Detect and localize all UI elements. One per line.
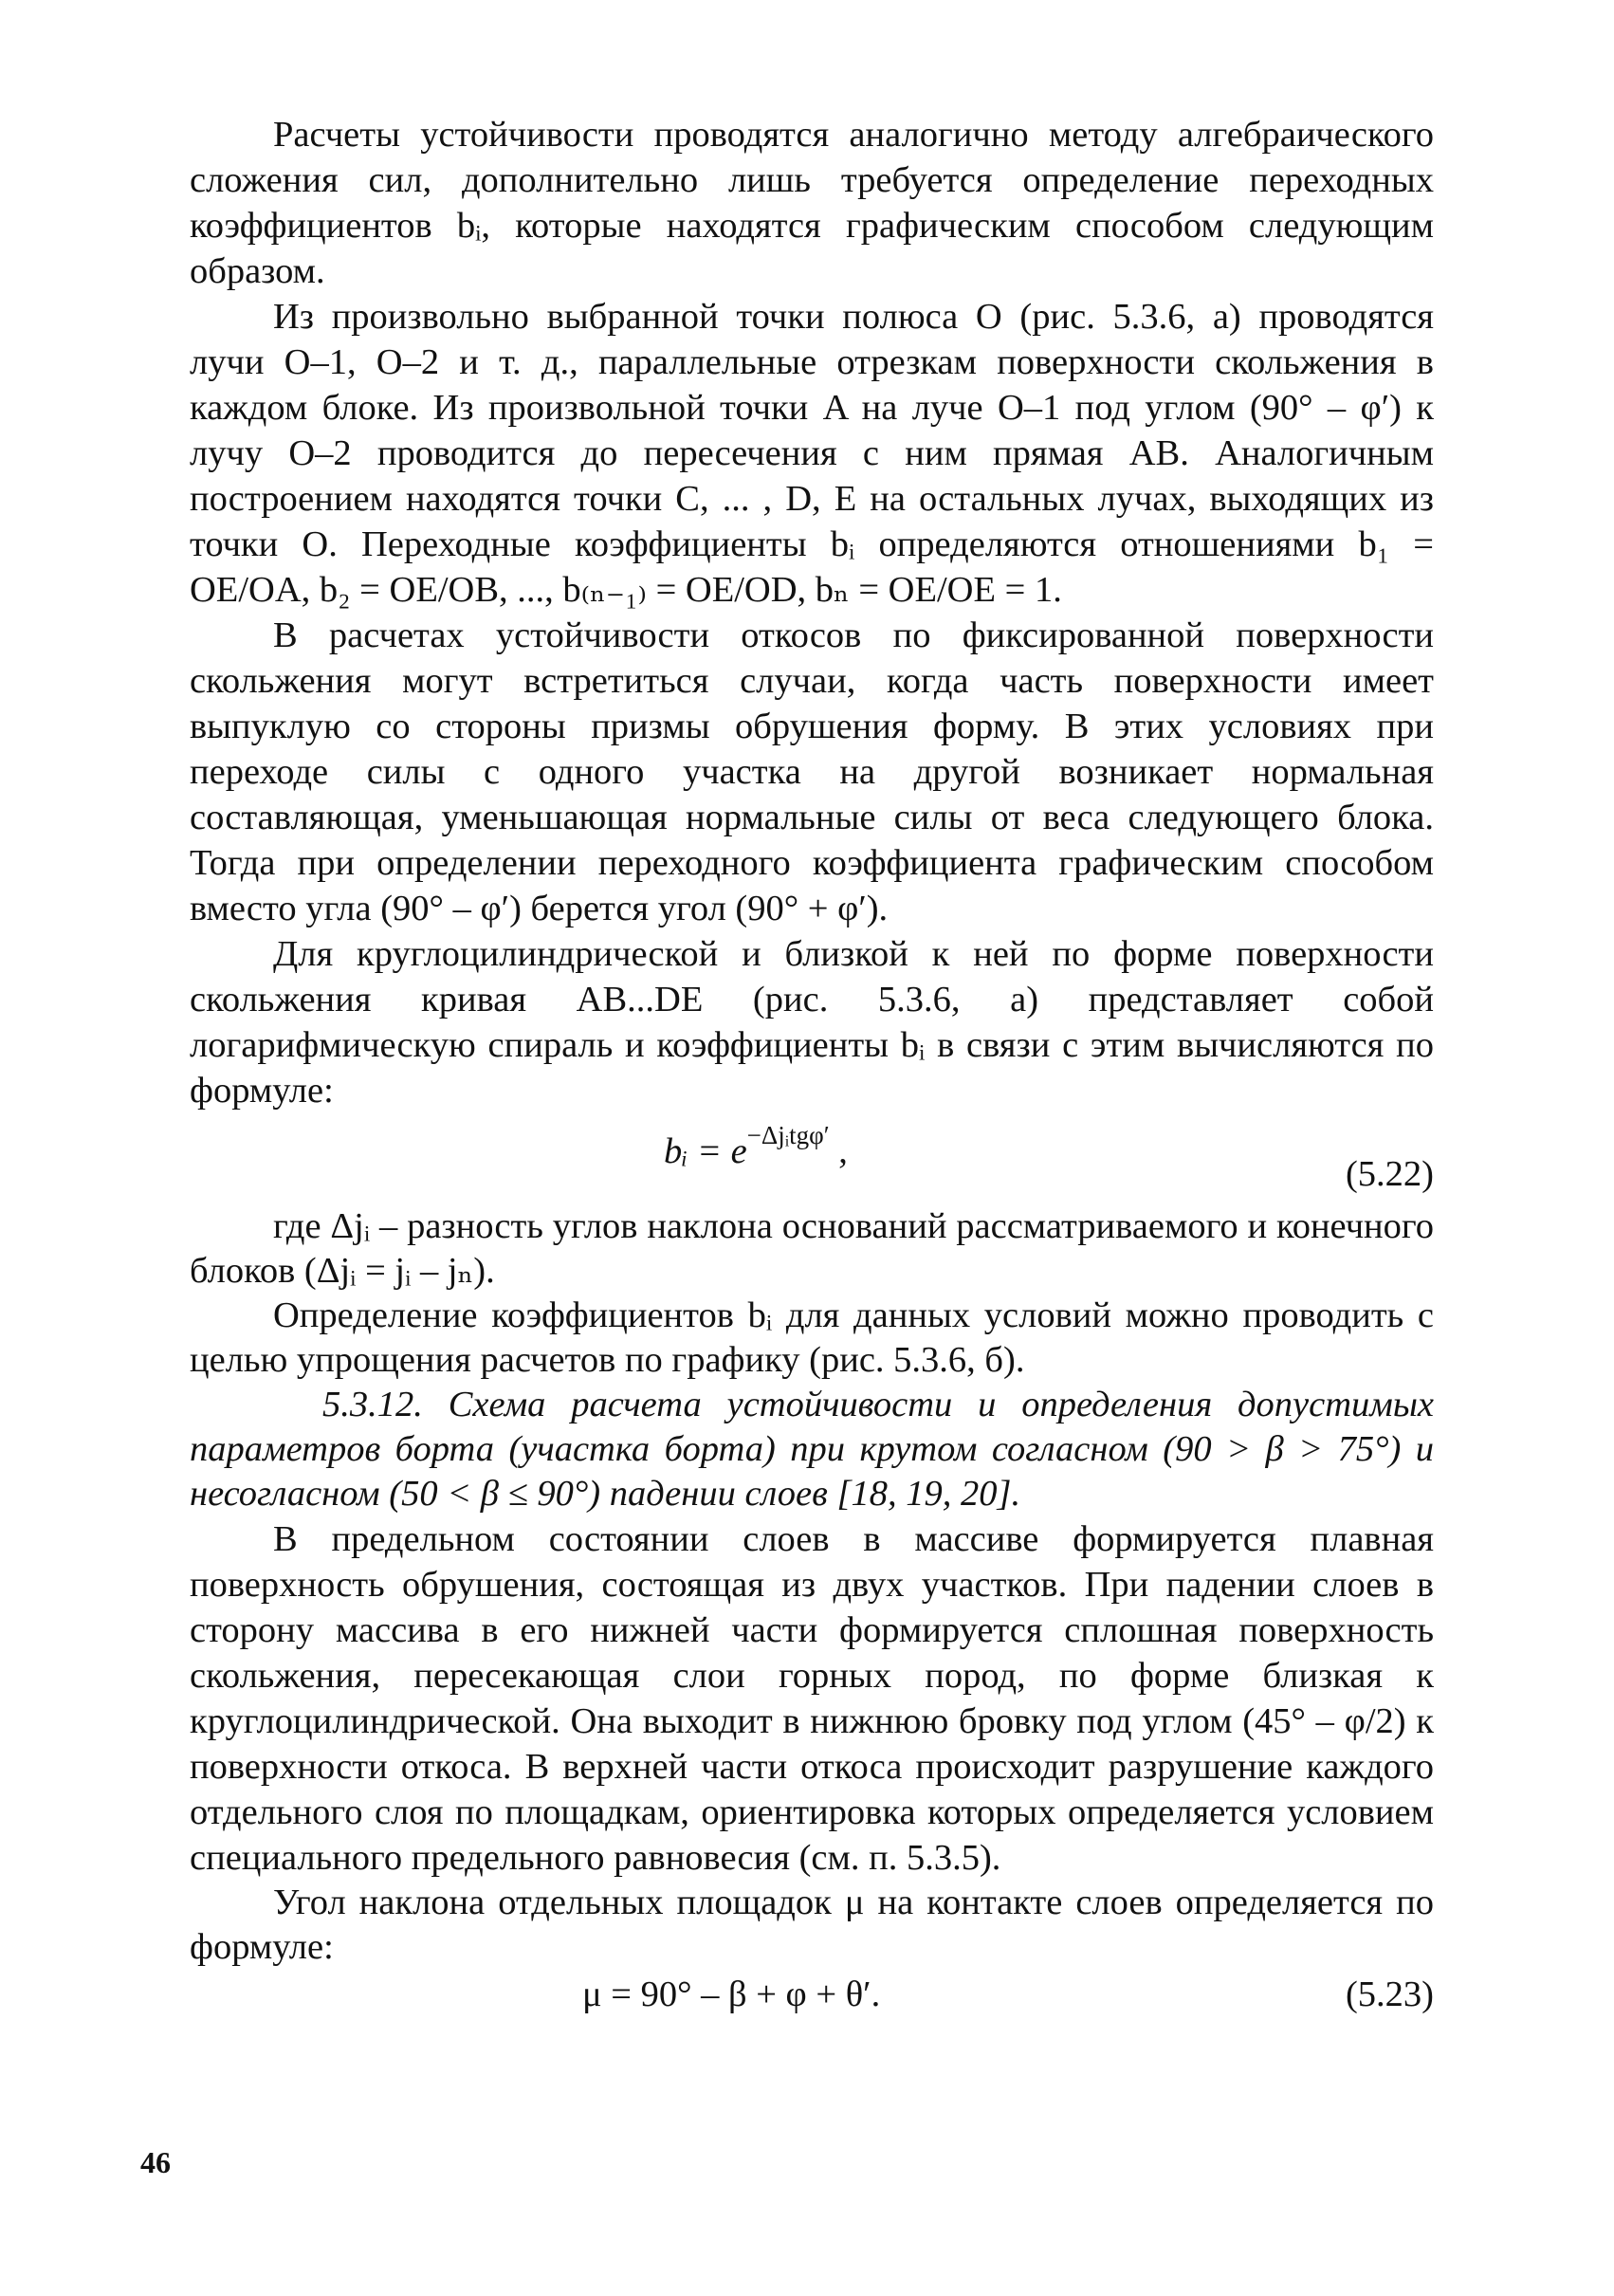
formula-number: (5.22)	[1345, 1154, 1434, 1194]
formula-tail: ,	[829, 1130, 848, 1171]
paragraph: В предельном состоянии слоев в массиве формируется плавная поверхность обрушения, состоящая из двух участков. При падении слоев в сторону массива в его нижней части формируется сплошная поверхность скольжения, пересекающая слои горных пород, по форме близкая к круглоцилиндрической. Она выходит в нижнюю бровку под углом (45° – φ/2) к поверхности откоса. В верхней части откоса происходит разрушение каждого отдельного слоя по площадкам, ориентировка которых определяется условием специального предельного равновесия (см. п. 5.3.5).	[190, 1519, 1434, 1878]
paragraph: Из произвольно выбранной точки полюса O (рис. 5.3.6, a) проводятся лучи O–1, O–2 и т. д., параллельные отрезкам поверхности скольжения в каждом блоке. Из произвольной точки A на луче O–1 под углом (90° – φ′) к лучу O–2 проводится до пересечения с ним прямая AB. Аналогичным построением находятся точки C, ... , D, E на остальных лучах, выходящих из точки O. Переходные коэффициенты bᵢ определяются отношениями b₁ = OE/OA, b₂ = OE/OB, ..., b₍ₙ₋₁₎ = OE/OD, bₙ = OE/OE = 1.	[190, 297, 1434, 610]
paragraph: Определение коэффициентов bᵢ для данных условий можно проводить с целью упрощения расчетов по графику (рис. 5.3.6, б).	[190, 1295, 1434, 1380]
formula-lhs: bᵢ = e	[664, 1130, 747, 1171]
formula-number: (5.23)	[1345, 1975, 1434, 2014]
page-number: 46	[140, 2145, 171, 2179]
paragraph: Расчеты устойчивости проводятся аналогично методу алгебраического сложения сил, дополнительно лишь требуется определение переходных коэффициентов bᵢ, которые находятся графическим способом следующим образом.	[190, 115, 1434, 291]
paragraph: где Δjᵢ – разность углов наклона оснований рассматриваемого и конечного блоков (Δjᵢ = jᵢ – jₙ).	[190, 1206, 1434, 1291]
page-body	[190, 112, 1434, 2025]
paragraph: Для круглоцилиндрической и близкой к ней по форме поверхности скольжения кривая AB...DE (рис. 5.3.6, a) представляет собой логарифмическую спираль и коэффициенты bᵢ в связи с этим вычисляются по формуле:	[190, 934, 1434, 1111]
paragraph: В расчетах устойчивости откосов по фиксированной поверхности скольжения могут встретиться случаи, когда часть поверхности имеет выпуклую со стороны призмы обрушения форму. В этих условиях при переходе силы с одного участка на другой возникает нормальная составляющая, уменьшающая нормальные силы от веса следующего блока. Тогда при определении переходного коэффициента графическим способом вместо угла (90° – φ′) берется угол (90° + φ′).	[190, 615, 1434, 928]
paragraph: Угол наклона отдельных площадок μ на контакте слоев определяется по формуле:	[190, 1883, 1434, 1967]
formula-exponent: −Δjᵢtgφ′	[746, 1121, 830, 1149]
formula-5-22	[190, 1113, 1434, 1204]
section-heading: 5.3.12. Схема расчета устойчивости и определения допустимых параметров борта (участка борта) при крутом согласном (90 > β > 75°) и несогласном (50 < β ≤ 90°) падении слоев [18, 19, 20].	[190, 1385, 1434, 1514]
formula-5-23	[190, 1970, 1434, 2025]
formula-expression	[664, 1113, 848, 1179]
formula-expression: μ = 90° – β + φ + θ′.	[582, 1975, 881, 2014]
